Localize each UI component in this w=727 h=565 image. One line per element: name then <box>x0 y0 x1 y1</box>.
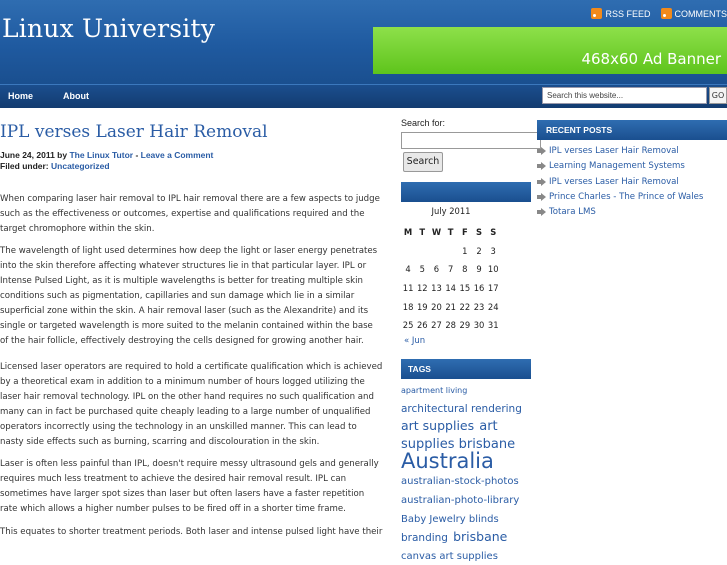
recent-post-label: IPL verses Laser Hair Removal <box>549 146 679 156</box>
calendar-day: 12 <box>415 279 429 298</box>
calendar-prev-month-link[interactable]: « Jun <box>404 336 425 346</box>
recent-post-label: Prince Charles - The Prince of Wales <box>549 192 703 202</box>
sidebar-search-button[interactable]: Search <box>403 152 443 172</box>
post-paragraph: When comparing laser hair removal to IPL hair removal there are a few aspects to judge such as the effectiveness or outcomes, expertise and qualifications required and the target chromophore within the skin. <box>0 192 383 237</box>
calendar-weekday: W <box>429 223 443 242</box>
ad-banner-label: 468x60 Ad Banner <box>581 50 721 68</box>
tag-link[interactable]: architectural rendering <box>401 403 522 415</box>
tag-link[interactable]: apartment living <box>401 386 467 395</box>
comments-feed-label: COMMENTS <box>675 9 727 19</box>
calendar-weekday-row <box>401 223 500 242</box>
calendar-day <box>415 242 429 261</box>
post-paragraph: The wavelength of light used determines how deep the light or laser energy penetrates into the skin therefore affecting whatever structures lie in that particular layer. IPL or Intense Pulsed Light, as it is multiple wavelengths is better for treating multiple skin conditions such as pigmentation, capillaries and sun damage which lie in a similar superficial zone within the skin. A hair removal laser (such as the Alexandrite) and its single or targeted wavelength is more suited to the melanin contained within the base of the hair follicle, effectively destroying the cells designed for growing another hair. <box>0 244 383 349</box>
post-paragraph: Licensed laser operators are required to hold a certificate qualification which is achieved by a theoretical exam in addition to a minimum number of hours logged utilizing the laser hair removal technology. IPL on the other hand requires no such qualification and many can in fact be purchased quite cheaply leading to a large number of unqualified operators incorrectly using the technology in an unskilled manner. This can lead to nasty side effects such as burning, scarring and discolouration in the skin. <box>0 360 383 450</box>
calendar-day: 26 <box>415 316 429 335</box>
tag-link[interactable]: art supplies brisbane <box>401 419 515 452</box>
rss-icon <box>591 8 602 19</box>
calendar-week-row <box>401 260 500 279</box>
calendar-day: 9 <box>472 260 486 279</box>
post-author-link[interactable]: The Linux Tutor <box>69 150 133 160</box>
search-label: Search for: <box>401 118 445 128</box>
calendar-day: 8 <box>458 260 472 279</box>
calendar-body <box>401 242 500 335</box>
calendar-day: 2 <box>472 242 486 261</box>
recent-post-label: Totara LMS <box>549 207 596 217</box>
calendar-day: 29 <box>458 316 472 335</box>
calendar-day: 10 <box>486 260 500 279</box>
calendar-weekday: F <box>458 223 472 242</box>
calendar-week-row <box>401 297 500 316</box>
tags-widget-title: TAGS <box>408 364 431 374</box>
recent-post-item[interactable] <box>537 192 703 202</box>
rss-feed-label: RSS FEED <box>605 9 650 19</box>
calendar-week-row <box>401 279 500 298</box>
category-link[interactable]: Uncategorized <box>51 161 110 171</box>
calendar-day: 7 <box>444 260 458 279</box>
calendar-day: 11 <box>401 279 415 298</box>
nav-item-about[interactable]: About <box>63 91 89 101</box>
post-paragraph: Laser is often less painful than IPL, doesn't require messy ultrasound gels and generally requires much less treatment to achieve the desired hair removal result. IPL can sometimes have larger spot sizes than laser but often lasers have a faster repetition rate which allows a higher number pulses to be fired off in a shorter time frame. <box>0 457 383 517</box>
tag-link[interactable]: australian-photo-library <box>401 495 519 506</box>
calendar-day: 24 <box>486 297 500 316</box>
arrow-right-icon <box>537 193 546 201</box>
calendar-day: 21 <box>444 297 458 316</box>
calendar-day: 1 <box>458 242 472 261</box>
calendar-day: 5 <box>415 260 429 279</box>
calendar-day: 22 <box>458 297 472 316</box>
recent-posts-header <box>537 120 727 140</box>
arrow-right-icon <box>537 178 546 186</box>
calendar-day: 30 <box>472 316 486 335</box>
calendar-day: 18 <box>401 297 415 316</box>
sidebar-search-input[interactable] <box>401 132 541 149</box>
calendar-week-row <box>401 316 500 335</box>
calendar-weekday: S <box>472 223 486 242</box>
top-links <box>591 8 727 19</box>
calendar-day <box>444 242 458 261</box>
tag-link[interactable]: art supplies <box>401 418 474 433</box>
tag-link[interactable]: branding <box>401 532 448 544</box>
tag-link[interactable]: brisbane <box>453 529 507 544</box>
calendar-weekday: T <box>415 223 429 242</box>
calendar-day: 3 <box>486 242 500 261</box>
calendar-day: 20 <box>429 297 443 316</box>
recent-post-label: IPL verses Laser Hair Removal <box>549 177 679 187</box>
calendar-week-row <box>401 242 500 261</box>
calendar-table <box>401 223 500 335</box>
tag-link[interactable]: australian-stock-photos <box>401 476 519 487</box>
calendar-day: 28 <box>444 316 458 335</box>
site-title[interactable]: Linux University <box>2 14 215 43</box>
calendar-weekday: S <box>486 223 500 242</box>
calendar-day: 31 <box>486 316 500 335</box>
recent-post-item[interactable] <box>537 146 679 156</box>
calendar-caption: July 2011 <box>401 206 501 216</box>
rss-feed-link[interactable] <box>591 8 650 19</box>
tag-link[interactable]: canvas art supplies <box>401 551 498 562</box>
leave-comment-link[interactable]: Leave a Comment <box>141 150 214 160</box>
calendar-day: 17 <box>486 279 500 298</box>
calendar-day: 27 <box>429 316 443 335</box>
calendar-weekday: T <box>444 223 458 242</box>
tag-cloud <box>401 380 531 565</box>
calendar-day: 19 <box>415 297 429 316</box>
header-search-go-button[interactable]: GO <box>709 87 727 104</box>
recent-post-item[interactable] <box>537 161 685 171</box>
arrow-right-icon <box>537 208 546 216</box>
calendar-widget <box>401 206 501 335</box>
ad-banner[interactable] <box>373 27 727 74</box>
post-paragraph: This equates to shorter treatment periods. Both laser and intense pulsed light have their <box>0 525 383 540</box>
calendar-weekday: M <box>401 223 415 242</box>
calendar-day: 13 <box>429 279 443 298</box>
recent-post-label: Learning Management Systems <box>549 161 685 171</box>
calendar-day: 16 <box>472 279 486 298</box>
post-meta <box>0 150 213 172</box>
post-title[interactable]: IPL verses Laser Hair Removal <box>0 122 268 142</box>
arrow-right-icon <box>537 162 546 170</box>
rss-icon <box>661 8 672 19</box>
calendar-day: 15 <box>458 279 472 298</box>
nav-item-home[interactable]: Home <box>8 91 33 101</box>
arrow-right-icon <box>537 147 546 155</box>
post-date: June 24, 2011 by <box>0 150 67 160</box>
tag-link[interactable]: Australia <box>401 449 494 473</box>
calendar-day: 4 <box>401 260 415 279</box>
site-header <box>0 0 727 84</box>
recent-posts-title: RECENT POSTS <box>546 125 612 135</box>
calendar-day: 23 <box>472 297 486 316</box>
tags-widget-header <box>401 359 531 379</box>
meta-separator: - <box>133 150 141 160</box>
calendar-widget-header <box>401 182 531 202</box>
calendar-day: 25 <box>401 316 415 335</box>
filed-under-label: Filed under: <box>0 161 49 171</box>
tag-link[interactable]: Baby Jewelry blinds <box>401 514 499 525</box>
calendar-day: 14 <box>444 279 458 298</box>
recent-post-item[interactable] <box>537 207 596 217</box>
calendar-day <box>401 242 415 261</box>
recent-post-item[interactable] <box>537 177 679 187</box>
header-search-input[interactable]: Search this website... <box>542 87 707 104</box>
calendar-day: 6 <box>429 260 443 279</box>
comments-feed-link[interactable] <box>661 8 727 19</box>
calendar-day <box>429 242 443 261</box>
